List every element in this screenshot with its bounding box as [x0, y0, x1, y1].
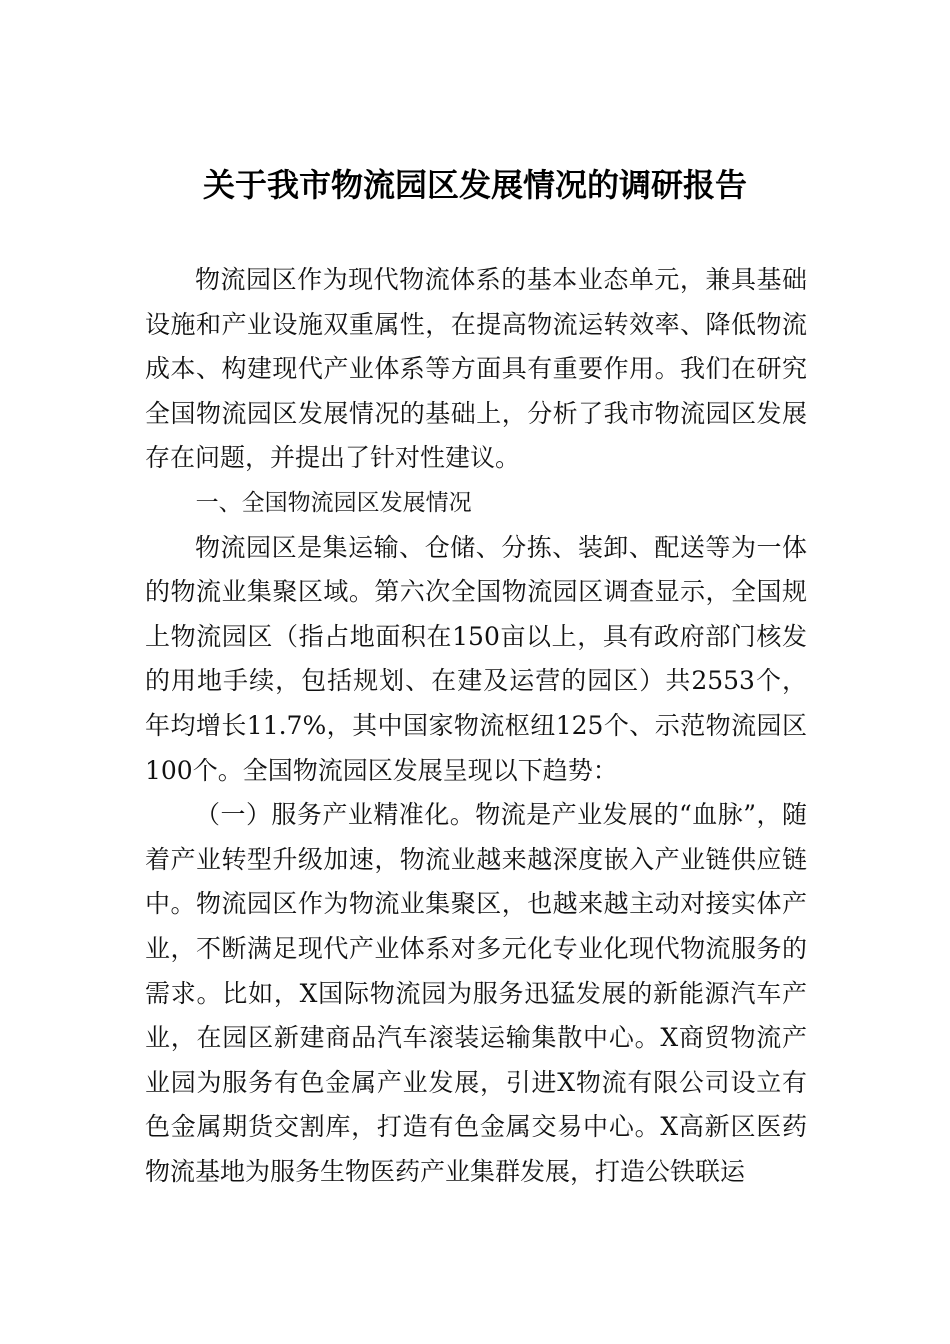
document-body: [145, 258, 807, 1194]
section-heading: 一、全国物流园区发展情况: [195, 489, 472, 516]
subsection-paragraph: （一）服务产业精准化。物流是产业发展的“血脉”，随着产业转型升级加速，物流业越来越深度嵌入产业链供应链中。物流园区作为物流业集聚区，也越来越主动对接实体产业，不断满足现代产业体系对多元化专业化现代物流服务的需求。比如，X国际物流园为服务迅猛发展的新能源汽车产业，在园区新建商品汽车滚装运输集散中心。X商贸物流产业园为服务有色金属产业发展，引进X物流有限公司设立有色金属期货交割库，打造有色金属交易中心。X高新区医药物流基地为服务生物医药产业集群发展，打造公铁联运: [145, 800, 807, 1186]
document-title: 关于我市物流园区发展情况的调研报告: [202, 166, 747, 204]
section-paragraph: 物流园区是集运输、仓储、分拣、装卸、配送等为一体的物流业集聚区域。第六次全国物流园区调查显示，全国规上物流园区（指占地面积在150亩以上，具有政府部门核发的用地手续，包括规划、在建及运营的园区）共2553个，年均增长11.7%，其中国家物流枢纽125个、示范物流园区100个。全国物流园区发展呈现以下趋势：: [145, 532, 807, 785]
intro-paragraph: 物流园区作为现代物流体系的基本业态单元，兼具基础设施和产业设施双重属性，在提高物流运转效率、降低物流成本、构建现代产业体系等方面具有重要作用。我们在研究全国物流园区发展情况的基础上，分析了我市物流园区发展存在问题，并提出了针对性建议。: [145, 265, 807, 473]
